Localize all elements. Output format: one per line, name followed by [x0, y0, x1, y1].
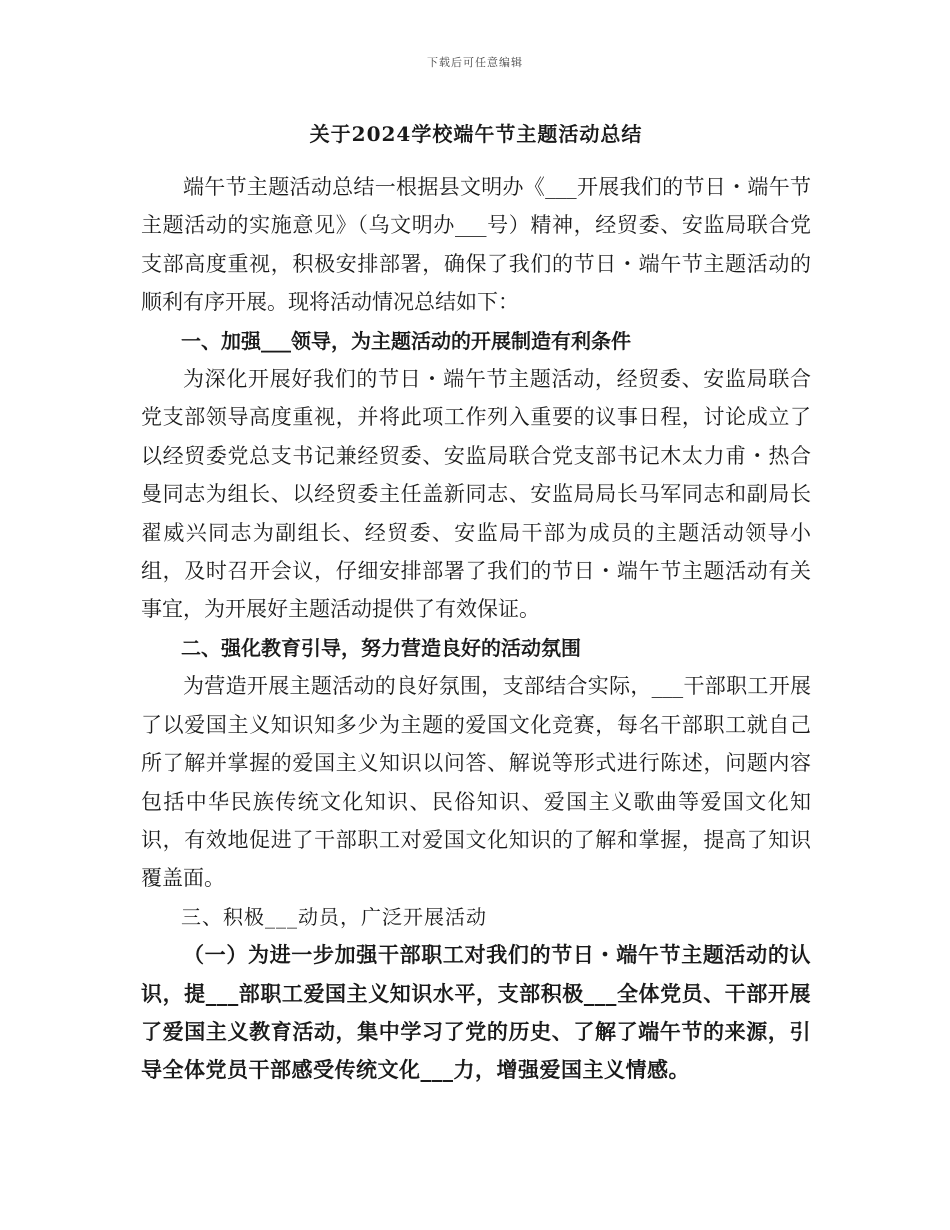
- section-heading-1: 一、加强___领导，为主题活动的开展制造有利条件: [181, 328, 631, 353]
- section-paragraph-2: 为营造开展主题活动的良好氛围，支部结合实际，___干部职工开展了以爱国主义知识知多少为主题的爱国文化竞赛，每名干部职工就自己所了解并掌握的爱国主义知识以问答、解说等形式进行陈述，问题内容包括中华民族传统文化知识、民俗知识、爱国主义歌曲等爱国文化知识，有效地促进了干部职工对爱国文化知识的了解和掌握，提高了知识覆盖面。: [141, 674, 811, 891]
- document-body: [141, 118, 811, 1090]
- intro-paragraph: 端午节主题活动总结一根据县文明办《___开展我们的节日・端午节主题活动的实施意见》（乌文明办___号）精神，经贸委、安监局联合党支部高度重视，积极安排部署，确保了我们的节日・端午节主题活动的顺利有序开展。现将活动情况总结如下：: [141, 175, 811, 315]
- document-title: 关于2024学校端午节主题活动总结: [309, 122, 643, 146]
- section-paragraph-1: 为深化开展好我们的节日・端午节主题活动，经贸委、安监局联合党支部领导高度重视，并将此项工作列入重要的议事日程，讨论成立了以经贸委党总支书记兼经贸委、安监局联合党支部书记木太力甫・热合曼同志为组长、以经贸委主任盖新同志、安监局局长马军同志和副局长翟威兴同志为副组长、经贸委、安监局干部为成员的主题活动领导小组，及时召开会议，仔细安排部署了我们的节日・端午节主题活动有关事宜，为开展好主题活动提供了有效保证。: [141, 367, 811, 622]
- header-note: 下载后可任意编辑: [427, 56, 523, 69]
- section-heading-2: 二、强化教育引导，努力营造良好的活动氛围: [181, 635, 581, 660]
- section-paragraph-3: （一）为进一步加强干部职工对我们的节日・端午节主题活动的认识，提___部职工爱国主义知识水平，支部积极___全体党员、干部开展了爱国主义教育活动，集中学习了党的历史、了解了端午节的来源，引导全体党员干部感受传统文化___力，增强爱国主义情感。: [141, 942, 811, 1083]
- section-heading-3: 三、积极___动员，广泛开展活动: [181, 904, 487, 929]
